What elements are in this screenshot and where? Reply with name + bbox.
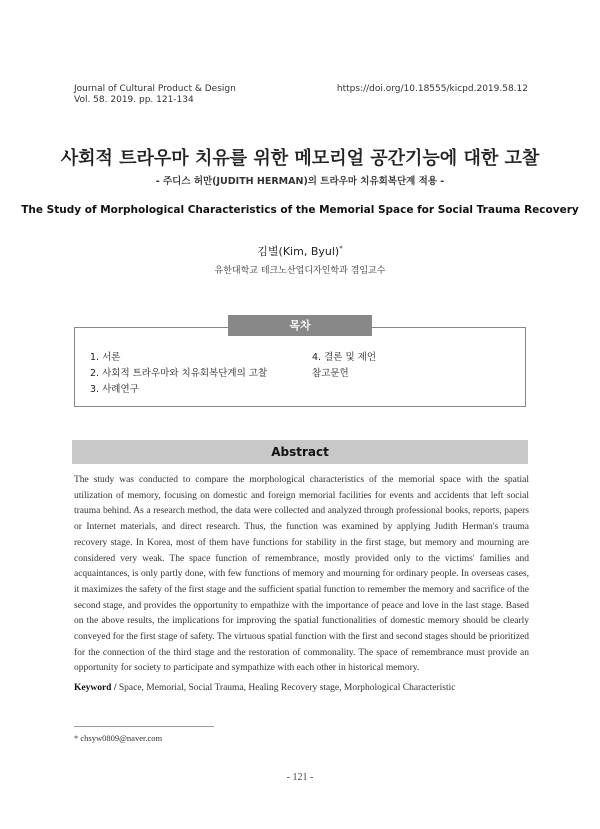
- doi-link[interactable]: https://doi.org/10.18555/kicpd.2019.58.12: [336, 84, 528, 94]
- keyword-label: Keyword /: [74, 683, 117, 693]
- toc-heading: 목차: [228, 315, 372, 336]
- footnote-email: chsyw0809@naver.com: [80, 733, 163, 743]
- toc-item[interactable]: 3. 사례연구: [90, 384, 139, 395]
- keyword-line: [74, 683, 456, 693]
- author-name: 김별(Kim, Byul): [257, 245, 340, 258]
- toc-item[interactable]: 4. 결론 및 제언: [312, 352, 377, 363]
- author-mark: *: [339, 244, 343, 253]
- abstract-text: The study was conducted to compare the morphological characteristics of the memorial space with the spatial utilization of memory, focusing on domestic and foreign memorial facilities for events and accidents that left social trauma behind. As a research method, the data were collected and analyzed through professional books, reports, papers or Internet materials, and direct research. Thus, the function was examined by applying Judith Herman's trauma recovery stage. In Korea, most of them have functions for stability in the first stage, but memory and mourning are considered very weak. The space function of remembrance, mostly provided only to the victims' families and acquaintances, is only partly done, with few functions of memory and mourning for ordinary people. In overseas cases, it maximizes the safety of the first stage and the sufficient spatial function to remember the memory and sacrifice of the second stage, and provides the opportunity to empathize with the importance of peace and love in the last stage. Based on the above results, the implications for improving the spatial functionalities of domestic memory should be clearly conveyed for the first stage of safety. The virtuous spatial function with the first and second stages should be prioritized for the connection of the third stage and the restoration of commonality. The space of remembrance must provide an opportunity for society to participate and sympathize with each other in historical memory.: [74, 475, 529, 674]
- toc-item[interactable]: 2. 사회적 트라우마와 치유회복단계의 고찰: [90, 368, 268, 379]
- paper-subtitle: - 주디스 허만(JUDITH HERMAN)의 트라우마 치유회복단계 적용 -: [155, 176, 445, 187]
- journal-header: [74, 84, 236, 106]
- footnote-divider: [74, 726, 214, 727]
- toc-item[interactable]: 참고문헌: [312, 368, 349, 379]
- author-line: [0, 243, 600, 259]
- footnote-mark: *: [74, 733, 79, 743]
- abstract-heading: Abstract: [72, 440, 528, 464]
- journal-volume: Vol. 58. 2019. pp. 121-134: [74, 95, 194, 105]
- keyword-text: Space, Memorial, Social Trauma, Healing Recovery stage, Morphological Characteristic: [118, 683, 456, 693]
- journal-name: Journal of Cultural Product & Design: [74, 84, 236, 94]
- toc-item[interactable]: 1. 서론: [90, 352, 121, 363]
- page-number: - 121 -: [286, 772, 314, 783]
- english-title: The Study of Morphological Characteristics of the Memorial Space for Social Trauma Recovery: [21, 204, 579, 216]
- footnote: [74, 733, 162, 743]
- paper-title: 사회적 트라우마 치유를 위한 메모리얼 공간기능에 대한 고찰: [60, 148, 540, 169]
- author-affiliation: 유한대학교 테크노산업디자인학과 겸임교수: [214, 266, 386, 276]
